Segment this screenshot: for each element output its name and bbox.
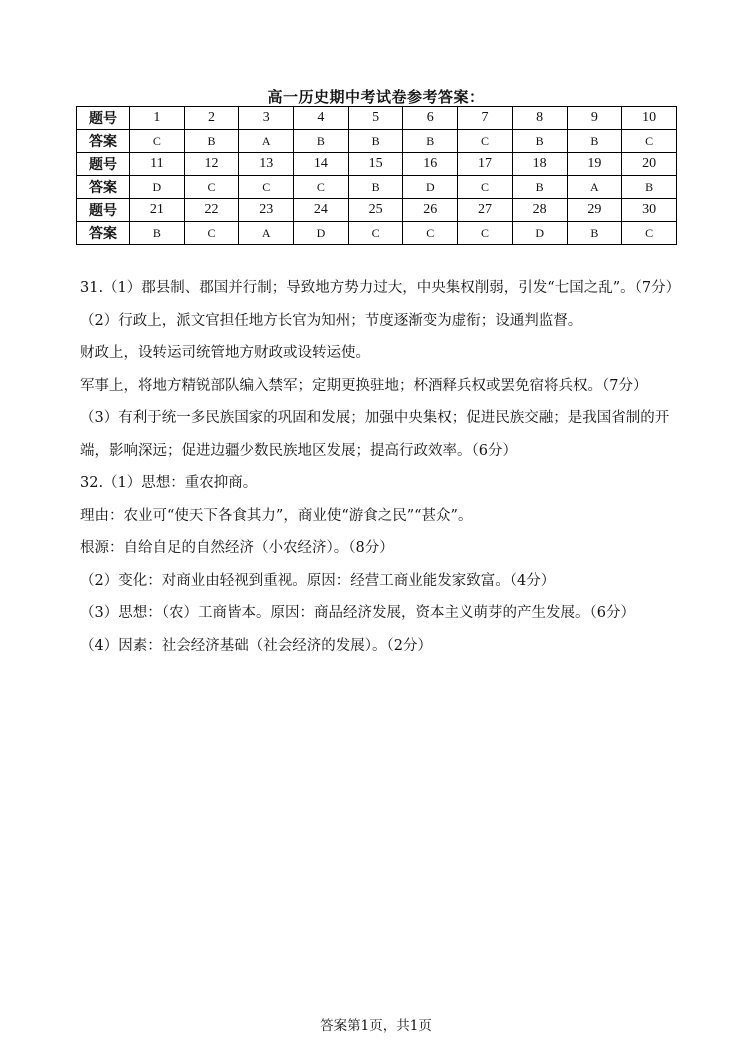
question-number-cell: 25 [348, 199, 403, 222]
answer-line-31-2: （2）行政上，派文官担任地方长官为知州；节度逐渐变为虚衔；设通判监督。 [80, 312, 583, 329]
answer-cell: B [622, 176, 677, 199]
question-number-cell: 24 [294, 199, 349, 222]
answer-line-31-3: （3）有利于统一多民族国家的巩固和发展；加强中央集权；促进民族交融；是我国省制的开端，影响深远；促进边疆少数民族地区发展；提高行政效率。（6分） [80, 410, 670, 459]
answer-cell: B [130, 222, 185, 245]
question-number-cell: 4 [294, 107, 349, 130]
answer-line-32-1-reason: 理由：农业可“使天下各食其力”，商业使“游食之民”“甚众”。 [80, 507, 473, 524]
answer-row [77, 176, 677, 199]
answer-line-32-3: （3）思想：（农）工商皆本。原因：商品经济发展，资本主义萌芽的产生发展。（6分） [80, 605, 635, 621]
answer-cell: B [567, 130, 622, 153]
answer-cell: C [458, 222, 513, 245]
question-number-cell: 19 [567, 153, 622, 176]
answer-cell: B [512, 176, 567, 199]
answer-cell: B [294, 130, 349, 153]
question-number-cell: 23 [239, 199, 294, 222]
question-number-cell: 1 [130, 107, 185, 130]
answer-cell: C [622, 222, 677, 245]
answer-cell: C [184, 176, 239, 199]
question-number-cell: 17 [458, 153, 513, 176]
question-number-cell: 5 [348, 107, 403, 130]
answer-cell: C [184, 222, 239, 245]
answer-cell: D [512, 222, 567, 245]
question-number-cell: 6 [403, 107, 458, 130]
answer-line-32-1: 32.（1）思想：重农抑商。 [80, 475, 258, 491]
answer-cell: C [239, 176, 294, 199]
answer-line-32-2: （2）变化：对商业由轻视到重视。原因：经营工商业能发家致富。（4分） [80, 572, 556, 589]
page-title: 高一历史期中考试卷参考答案： [267, 88, 485, 106]
answer-cell: C [403, 222, 458, 245]
question-number-cell: 20 [622, 153, 677, 176]
question-number-cell: 2 [184, 107, 239, 130]
answer-cell: B [567, 222, 622, 245]
answer-line-31-2-military: 军事上，将地方精锐部队编入禁军；定期更换驻地；杯酒释兵权或罢免宿将兵权。（7分） [80, 377, 648, 394]
question-number-row [77, 107, 677, 130]
answer-explanations [80, 272, 680, 662]
question-number-cell: 3 [239, 107, 294, 130]
answer-label: 答案 [77, 222, 130, 245]
question-number-cell: 26 [403, 199, 458, 222]
question-number-cell: 7 [458, 107, 513, 130]
question-number-cell: 21 [130, 199, 185, 222]
answer-cell: B [348, 130, 403, 153]
answer-line-31-2-finance: 财政上，设转运司统管地方财政或设转运使。 [80, 345, 370, 361]
question-number-cell: 28 [512, 199, 567, 222]
answer-cell: A [239, 222, 294, 245]
question-number-label: 题号 [77, 107, 130, 130]
question-number-row [77, 153, 677, 176]
question-number-label: 题号 [77, 153, 130, 176]
answer-label: 答案 [77, 176, 130, 199]
answer-cell: C [622, 130, 677, 153]
answer-cell: C [348, 222, 403, 245]
question-number-cell: 15 [348, 153, 403, 176]
answer-cell: A [567, 176, 622, 199]
answer-cell: D [130, 176, 185, 199]
page-footer: 答案第1页，共1页 [320, 1018, 432, 1034]
answer-cell: A [239, 130, 294, 153]
question-number-cell: 18 [512, 153, 567, 176]
question-number-cell: 11 [130, 153, 185, 176]
question-number-label: 题号 [77, 199, 130, 222]
question-number-row [77, 199, 677, 222]
answer-cell: D [403, 176, 458, 199]
answer-table-body [77, 107, 677, 245]
answer-cell: C [458, 176, 513, 199]
question-number-cell: 12 [184, 153, 239, 176]
answer-row [77, 130, 677, 153]
answer-cell: C [458, 130, 513, 153]
question-number-cell: 10 [622, 107, 677, 130]
question-number-cell: 27 [458, 199, 513, 222]
answer-cell: B [184, 130, 239, 153]
answer-line-32-4: （4）因素：社会经济基础（社会经济的发展）。（2分） [80, 637, 432, 654]
answer-line-31-1: 31.（1）郡县制、郡国并行制；导致地方势力过大，中央集权削弱，引发“七国之乱”。（7分） [80, 280, 681, 296]
question-number-cell: 13 [239, 153, 294, 176]
answer-cell: C [130, 130, 185, 153]
answer-cell: B [348, 176, 403, 199]
answer-cell: D [294, 222, 349, 245]
answer-line-32-1-root: 根源：自给自足的自然经济（小农经济）。（8分） [80, 540, 394, 556]
answer-cell: C [294, 176, 349, 199]
answer-cell: B [403, 130, 458, 153]
answer-label: 答案 [77, 130, 130, 153]
answer-row [77, 222, 677, 245]
question-number-cell: 9 [567, 107, 622, 130]
question-number-cell: 14 [294, 153, 349, 176]
question-number-cell: 29 [567, 199, 622, 222]
question-number-cell: 30 [622, 199, 677, 222]
answer-cell: B [512, 130, 567, 153]
question-number-cell: 8 [512, 107, 567, 130]
question-number-cell: 22 [184, 199, 239, 222]
answer-table [76, 106, 677, 245]
question-number-cell: 16 [403, 153, 458, 176]
